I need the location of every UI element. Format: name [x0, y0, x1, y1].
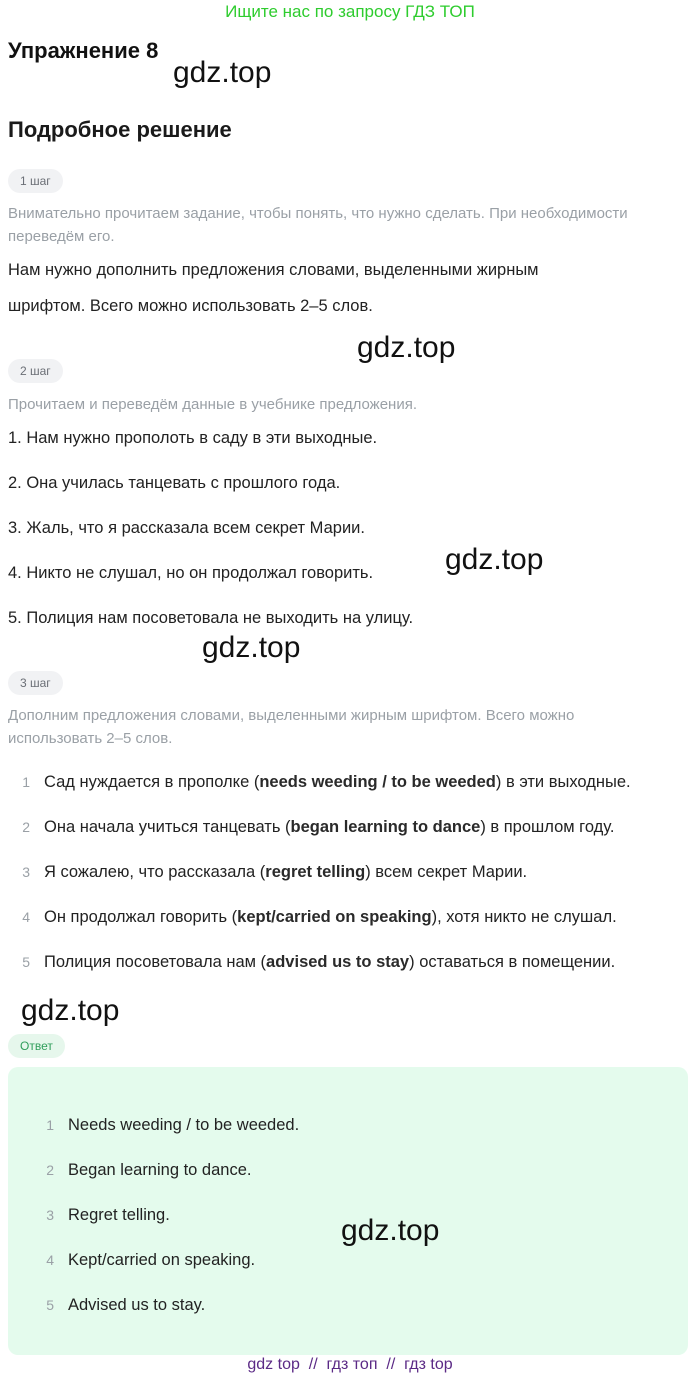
item-number: 1	[22, 774, 30, 790]
solution-item	[16, 863, 527, 882]
item-answer: kept/carried on speaking	[237, 908, 432, 926]
item-number: 5	[22, 954, 30, 970]
step-1-hint-line-2: переведём его.	[8, 228, 115, 245]
answer-item	[40, 1116, 299, 1135]
item-number: 4	[46, 1252, 54, 1268]
item-text: ) оставаться в помещении.	[409, 953, 616, 971]
item-text: Needs weeding / to be weeded.	[68, 1116, 300, 1134]
item-text: Я сожалею, что рассказала (	[44, 863, 266, 881]
item-number: 3	[22, 864, 30, 880]
step-2-item: 3. Жаль, что я рассказала всем секрет Марии.	[8, 519, 365, 537]
item-text: Полиция посоветовала нам (	[44, 953, 267, 971]
step-2-item: 4. Никто не слушал, но он продолжал говорить.	[8, 564, 374, 582]
item-text: Advised us to stay.	[68, 1296, 206, 1314]
answer-item	[40, 1296, 205, 1315]
solution-item	[16, 953, 615, 972]
item-text: Сад нуждается в прополке (	[44, 773, 260, 791]
item-text: Она начала учиться танцевать (	[44, 818, 291, 836]
step-2-hint: Прочитаем и переведём данные в учебнике предложения.	[8, 396, 418, 413]
step-2-badge: 2 шаг	[8, 359, 63, 383]
step-2-item: 2. Она училась танцевать с прошлого года.	[8, 474, 341, 492]
item-text: Kept/carried on speaking.	[68, 1251, 256, 1269]
item-answer: regret telling	[265, 863, 366, 881]
step-1-badge: 1 шаг	[8, 169, 63, 193]
item-number: 2	[22, 819, 30, 835]
item-answer: needs weeding / to be weeded	[259, 773, 496, 791]
section-title: Подробное решение	[8, 117, 232, 142]
item-text: ) в прошлом году.	[480, 818, 615, 836]
item-answer: advised us to stay	[266, 953, 410, 971]
item-number: 4	[22, 909, 30, 925]
answer-item	[40, 1206, 170, 1225]
item-text: Began learning to dance.	[68, 1161, 252, 1179]
item-number: 2	[46, 1162, 54, 1178]
answer-badge: Ответ	[8, 1034, 65, 1058]
page-title: Упражнение 8	[8, 38, 159, 63]
step-3-hint-line-2: использовать 2–5 слов.	[8, 730, 173, 747]
watermark: gdz.top	[357, 331, 456, 364]
watermark: gdz.top	[445, 543, 544, 576]
step-3-hint-line-1: Дополним предложения словами, выделенными жирным шрифтом. Всего можно	[8, 707, 575, 724]
step-3-badge: 3 шаг	[8, 671, 63, 695]
answer-item	[40, 1251, 255, 1270]
item-text: ) всем секрет Марии.	[365, 863, 528, 881]
step-1-hint-line-1: Внимательно прочитаем задание, чтобы понять, что нужно сделать. При необходимости	[8, 205, 628, 222]
solution-item	[16, 908, 617, 927]
step-2-item: 1. Нам нужно прополоть в саду в эти выходные.	[8, 429, 378, 447]
watermark: gdz.top	[341, 1214, 440, 1247]
solution-item	[16, 818, 614, 837]
watermark: gdz.top	[173, 56, 272, 89]
step-1-body-line-2: шрифтом. Всего можно использовать 2–5 слов.	[8, 297, 373, 315]
solution-item	[16, 773, 631, 792]
answer-item	[40, 1161, 251, 1180]
item-text: ), хотя никто не слушал.	[431, 908, 617, 926]
watermark: gdz.top	[21, 994, 120, 1027]
item-number: 1	[46, 1117, 54, 1133]
item-text: Он продолжал говорить (	[44, 908, 238, 926]
watermark: gdz.top	[202, 631, 301, 664]
item-number: 3	[46, 1207, 54, 1223]
step-2-item: 5. Полиция нам посоветовала не выходить на улицу.	[8, 609, 414, 627]
item-text: ) в эти выходные.	[495, 773, 631, 791]
item-text: Regret telling.	[68, 1206, 170, 1224]
step-1-body-line-1: Нам нужно дополнить предложения словами, выделенными жирным	[8, 261, 539, 279]
footer-links[interactable]: gdz top // гдз топ // гдз top	[247, 1356, 453, 1373]
item-answer: began learning to dance	[290, 818, 481, 836]
search-banner: Ищите нас по запросу ГДЗ ТОП	[225, 2, 475, 21]
item-number: 5	[46, 1297, 54, 1313]
